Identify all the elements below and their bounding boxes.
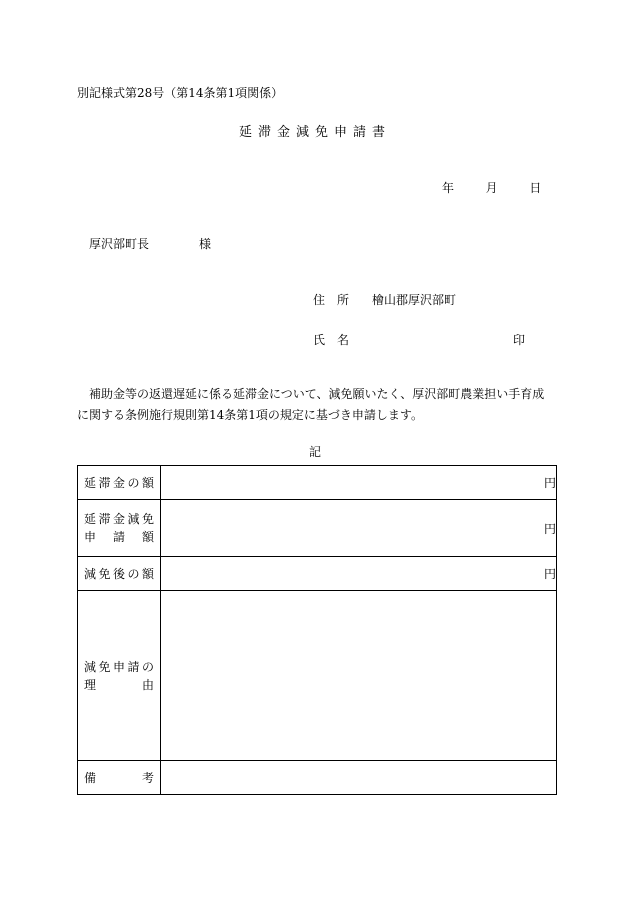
table-row [78, 500, 557, 557]
row-value-field[interactable]: 円 [161, 500, 557, 557]
date-field [442, 179, 541, 196]
addressee-honorific: 様 [199, 237, 212, 251]
row-value-field[interactable]: 円 [161, 466, 557, 500]
row-label-line [84, 474, 154, 492]
row-label-char: 額 [141, 475, 154, 490]
application-table [77, 465, 557, 795]
row-value-field[interactable] [161, 761, 557, 795]
address-label [313, 291, 349, 308]
row-label [78, 761, 161, 795]
row-label-char: 滞 [98, 475, 111, 490]
row-label-char: 請 [112, 530, 125, 544]
name-label-char-1: 氏 [313, 333, 326, 347]
row-label-char: 減 [84, 659, 97, 674]
addressee-name: 厚沢部町長 [89, 237, 150, 251]
row-label-char: 由 [141, 677, 154, 692]
row-label-char: 金 [112, 512, 125, 526]
row-label-char: 請 [127, 659, 140, 674]
row-label-line [84, 565, 154, 583]
year-label: 年 [442, 181, 455, 195]
row-label [78, 500, 161, 557]
row-label-char: の [141, 659, 154, 674]
row-value-field[interactable]: 円 [161, 557, 557, 591]
row-label [78, 591, 161, 761]
row-label-char: 金 [112, 475, 125, 490]
row-label-char: 額 [141, 530, 154, 544]
row-label-char: 免 [98, 566, 111, 581]
row-value-field[interactable] [161, 591, 557, 761]
document-title: 延滞金減免申請書 [238, 125, 391, 140]
row-label-char: 延 [84, 475, 97, 490]
row-label-char: 申 [112, 659, 125, 674]
row-label-char: 延 [84, 512, 97, 526]
addressee [89, 235, 211, 252]
month-label: 月 [485, 181, 498, 195]
table-row [78, 761, 557, 795]
row-label-char: 減 [127, 512, 140, 526]
application-statement: 補助金等の返還遅延に係る延滞金について、減免願いたく、厚沢部町農業担い手育成に関する条例施行規則第14条第1項の規定に基づき申請します。 [77, 387, 545, 422]
name-label-char-2: 名 [337, 333, 350, 347]
row-label [78, 466, 161, 500]
seal-mark: 印 [513, 333, 526, 347]
name-label [313, 331, 349, 348]
address-label-char-1: 住 [313, 293, 326, 307]
row-label-char: 免 [141, 512, 154, 526]
row-label-char: 考 [141, 770, 154, 785]
row-label-line [84, 658, 154, 676]
row-label-char: 後 [112, 566, 125, 581]
day-label: 日 [529, 181, 542, 195]
row-label-line [84, 528, 154, 546]
form-number: 別記様式第28号（第14条第1項関係） [77, 86, 284, 100]
table-row [78, 557, 557, 591]
row-label-char: の [127, 475, 140, 490]
row-label-line [84, 769, 154, 787]
row-label-char: 免 [98, 659, 111, 674]
row-label-char: の [127, 566, 140, 581]
row-label-line [84, 510, 154, 528]
row-label-char: 理 [84, 677, 97, 692]
row-label-char: 額 [141, 566, 154, 581]
table-row [78, 591, 557, 761]
table-row [78, 466, 557, 500]
address-label-char-2: 所 [337, 293, 350, 307]
row-label [78, 557, 161, 591]
record-heading: 記 [308, 445, 321, 459]
row-label-char: 申 [84, 530, 97, 544]
row-label-line [84, 676, 154, 694]
row-label-char: 減 [84, 566, 97, 581]
row-label-char: 備 [84, 770, 97, 785]
address-value: 檜山郡厚沢部町 [372, 293, 457, 307]
row-label-char: 滞 [98, 512, 111, 526]
